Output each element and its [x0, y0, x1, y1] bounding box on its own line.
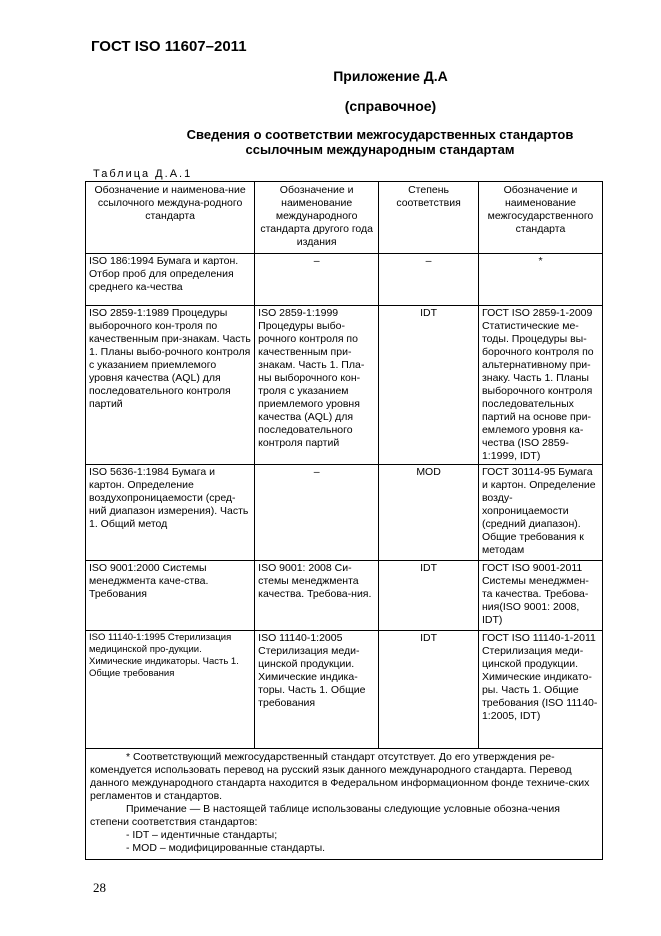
- cell-reference: ISO 5636-1:1984 Бумага и картон. Определение воздухопроницаемости (сред-ний диапазон измерения). Часть 1. Общий метод: [86, 465, 255, 561]
- table-row: [86, 254, 603, 306]
- table-header-row: [86, 182, 603, 254]
- cell-reference: ISO 2859-1:1989 Процедуры выборочного кон-троля по качественным при-знакам. Часть 1. Планы выбо-рочного контроля с указанием приемлемого уровня качества (AQL) для последовательного контроля партий: [86, 306, 255, 465]
- note-item: - IDT – идентичные стандарты;: [126, 829, 278, 841]
- column-header-other-edition: Обозначение и наименование международного стандарта другого года издания: [255, 182, 379, 254]
- column-header-degree: Степень соответствия: [379, 182, 479, 254]
- table-row: [86, 465, 603, 561]
- column-header-interstate: Обозначение и наименование межгосударственного стандарта: [478, 182, 602, 254]
- cell-interstate: ГОСТ 30114-95 Бумага и картон. Определение возду-хопроницаемости (средний диапазон). Общие требования к методам: [478, 465, 602, 561]
- cell-interstate: ГОСТ ISO 9001-2011 Системы менеджмен-та качества. Требова-ния(ISO 9001: 2008, IDT): [478, 561, 602, 631]
- table-row: [86, 306, 603, 465]
- cell-degree: IDT: [379, 631, 479, 749]
- annex-type: (справочное): [344, 98, 437, 114]
- column-header-reference: Обозначение и наименова-ние ссылочного междуна-родного стандарта: [86, 182, 255, 254]
- cell-reference: ISO 186:1994 Бумага и картон. Отбор проб для определения среднего ка-чества: [86, 254, 255, 306]
- table-row: [86, 561, 603, 631]
- cell-other-edition: –: [255, 254, 379, 306]
- table-heading-line1: Сведения о соответствии межгосударственных стандартов: [186, 127, 574, 142]
- cell-interstate: *: [478, 254, 602, 306]
- table-caption: Таблица Д.А.1: [93, 168, 193, 180]
- document-code: ГОСТ ISO 11607–2011: [91, 38, 247, 55]
- cell-other-edition: ISO 11140-1:2005 Стерилизация меди-цинской продукции. Химические индика-торы. Часть 1. Общие требования: [255, 631, 379, 749]
- note-intro: Примечание — В настоящей таблице использованы следующие условные обозна-чения степени соответствия стандартов:: [90, 803, 560, 828]
- table-heading-line2: ссылочным международным стандартам: [245, 142, 515, 157]
- table-notes: [86, 749, 603, 860]
- cell-reference: ISO 9001:2000 Системы менеджмента каче-ства. Требования: [86, 561, 255, 631]
- note-item: - MOD – модифицированные стандарты.: [126, 842, 326, 854]
- table-row: [86, 631, 603, 749]
- table-heading: [100, 127, 660, 157]
- annex-title: Приложение Д.А: [333, 68, 448, 84]
- cell-other-edition: ISO 2859-1:1999 Процедуры выбо-рочного контроля по качественным при-знакам. Часть 1. Пла-ны выборочного кон-троля с указанием приемлемого уровня качества (AQL) для последовательного контроля партий: [255, 306, 379, 465]
- correspondence-table: [85, 181, 603, 860]
- cell-degree: IDT: [379, 306, 479, 465]
- cell-degree: MOD: [379, 465, 479, 561]
- cell-other-edition: ISO 9001: 2008 Си-стемы менеджмента качества. Требова-ния.: [255, 561, 379, 631]
- cell-degree: IDT: [379, 561, 479, 631]
- footnote: * Соответствующий межгосударственный стандарт отсутствует. До его утверждения ре-комендуется использовать перевод на русский язык данного международного стандарта. Перевод данного международного стандарта находится в Федеральном информационном фонде техниче-ских регламентов и стандартов.: [90, 751, 590, 802]
- cell-reference: ISO 11140-1:1995 Стерилизация медицинской про-дукции. Химические индикаторы. Часть 1. Общие требования: [86, 631, 255, 749]
- cell-interstate: ГОСТ ISO 11140-1-2011 Стерилизация меди-цинской продукции. Химические индикато-ры. Часть 1. Общие требования (ISO 11140-1:2005, IDT): [478, 631, 602, 749]
- page-number: 28: [93, 880, 106, 895]
- table-notes-row: [86, 749, 603, 860]
- cell-other-edition: –: [255, 465, 379, 561]
- cell-interstate: ГОСТ ISO 2859-1-2009 Статистические ме-тоды. Процедуры вы-борочного контроля по альтернативному при-знаку. Часть 1. Планы выборочного контроля последовательных партий на основе при-емлемого уровня ка-чества (ISO 2859-1:1999, IDT): [478, 306, 602, 465]
- cell-degree: –: [379, 254, 479, 306]
